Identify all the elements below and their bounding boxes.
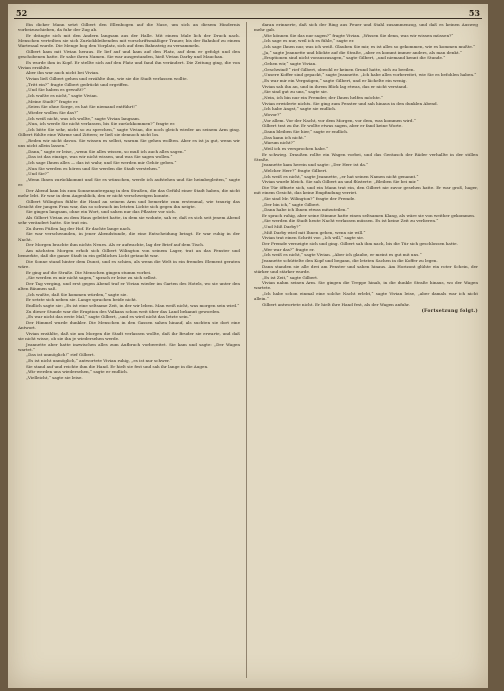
paragraph: Vivian ließ Gilbert gehen und erzählte ihm, wie sie die Stadt verlassen wollte. — [26, 76, 188, 82]
paragraph: Der Himmel wurde dunkler. Die Menschen in den Gassen sahen hinauf, als suchten sie dort eine Antwort. — [18, 319, 240, 331]
paragraph: „Ich wußte es nicht,“ sagte Vivian. — [26, 93, 98, 99]
paragraph: „Dann habe ich Ihnen etwas mitzuteilen.“ — [262, 207, 349, 213]
paragraph: Als Gilbert Vivian zu dem Haus geleitet hatte, in dem sie wohnte, sah er, daß es sich seit jenem Abend sehr verändert hatte. Sie trat ein. — [18, 214, 240, 226]
paragraph: Ein dicker Mann setzt Gilbert den Ellenbogen auf die Nase, um sich an diesem Hindernis vorbeizuschieben, da fuhr der Zug ab. — [18, 22, 240, 33]
paragraph: Endlich sagte sie: „Es ist eine seltsame Zeit, in der wir leben. Man weiß nicht, was morgen sein wird.“ — [26, 302, 240, 308]
paragraph: „Ich habe schon einmal eine solche Nacht erlebt,“ sagte Vivian leise, „aber damals war ich nicht allein.“ — [254, 291, 478, 302]
paragraph: „Sie sind gut zu uns,“ sagte sie. — [262, 89, 328, 95]
paragraph: „Und Miß Darby?“ — [262, 224, 301, 230]
paragraph: Zu dieser Stunde war die Eruption des Vulkans schon weit über das Land bekannt geworden. — [26, 308, 221, 314]
paragraph: „Ich wußte, daß Sie kommen würden,“ sagte sie. — [26, 291, 128, 297]
paragraph: Vivian sah ihn an, und in ihrem Blick lag etwas, das er nicht verstand. — [262, 83, 408, 89]
paragraph: „Vor allem. Vor der Nacht, vor dem Morgen, vor dem, was kommen wird.“ — [262, 117, 416, 123]
column-divider — [246, 22, 247, 678]
paragraph: „Und Sie?“ — [26, 171, 49, 177]
paragraph: „Wieder wollen Sie das?“ — [26, 110, 79, 115]
paragraph: Gilbert antwortete nicht. Er hielt ihre Hand fest, als der Wagen anfuhr. — [262, 301, 410, 307]
paragraph: „Dann,“ sagte er leise, „wenn Sie alles wissen, so muß ich auch alles sagen.“ — [26, 148, 186, 154]
paragraph: „Miß Darby wird mit Ihnen gehen, wenn sie will.“ — [262, 229, 366, 235]
paragraph: Gilbert kam mit Vivian heraus. Er lief auf und kam auf den Platz, auf dem er gefolgt und den geschobenen hatte. Er sahe ihren Namen. Sie war ausgestanden, hieß Vivian Darby und Mauchan. — [18, 48, 240, 59]
paragraph: „Ich habe Angst,“ sagte sie endlich. — [262, 106, 337, 112]
paragraph: „Weil ich es versprochen habe.“ — [262, 145, 329, 151]
paragraph: „Sie werden es mir nicht sagen,“ sprach er leise zu sich selbst. — [26, 275, 157, 281]
paragraph: „Es ist nicht unmöglich,“ antwortete Vivian ruhig, „es ist nur schwer.“ — [26, 358, 172, 364]
paragraph: Er sprach ruhig, aber seine Stimme hatte einen seltsamen Klang, als wäre sie von weither gekommen. — [262, 212, 476, 218]
paragraph: Die Tür öffnete sich, und ein Mann trat ein, den Gilbert nie zuvor gesehen hatte. Er war groß, hager, mit einem Gesicht, das keine Empfindung verriet. — [254, 185, 478, 196]
page-number-left: 52 — [16, 8, 28, 18]
paragraph: Gilbert Wilington fühlte die Hand an seinem Arm und bemerkte zum erstenmal, wie traurig das Gesicht der jungen Frau war, das so schwach im letzten Lichte sich gegen ihn neigte. — [18, 198, 240, 209]
paragraph: Die Sonne stand hinter dem Dunst, und es schien, als wenn die Welt in ein fremdes Element geraten wäre. — [18, 258, 240, 269]
paragraph: Er ging auf die Straße. Die Menschen gingen stumm vorbei. — [26, 269, 152, 275]
paragraph: Es wurde ihm in Kopf. Er stellte sich auf den Platz und fand ihn verändert. Die Zeitung ging, die von Vivian erzählte. — [18, 59, 240, 70]
paragraph: „Es war nicht das erste Mal,“ sagte Gilbert, „und es wird nicht das letzte sein.“ — [26, 314, 192, 320]
paragraph: „Der bin ich,“ sagte Gilbert. — [262, 201, 321, 207]
paragraph: Der Morgen brachte ihm nichts Neues. Als er aufwachte, lag der Brief auf dem Tisch. — [26, 242, 205, 248]
paragraph: „Welcher Herr?“ fragte Gilbert. — [262, 168, 328, 174]
paragraph: Der Fremde verneigte sich und ging. Gilbert sah ihm nach, bis die Tür sich geschlossen hatte. — [262, 241, 458, 247]
paragraph: „Tritt ein?“ fragte Gilbert gedrückt und ergriffen. — [26, 81, 129, 87]
paragraph: Zu ihren Füßen lag der Hof. Er dachte lange nach. — [26, 225, 132, 231]
paragraph: „Wenn Ihnen zurückkommt und Sie es wünschen, werde ich aufstehen und Sie heimbegleiten,“ sagte er. — [18, 176, 240, 188]
paragraph: Vivian trat einen Schritt vor. „Ich will,“ sagte sie. — [262, 235, 365, 241]
paragraph: Der Tag verging, und erst gegen Abend traf er Vivian wieder im Garten des Hotels, wo sie unter den alten Bäumen saß. — [18, 280, 240, 291]
paragraph: „Reden wir nicht davon. Sie wissen es selbst, warum Sie gehen wollten. Aber es ist ja gut, wenn wir uns nicht allein lassen.“ — [18, 137, 240, 148]
header-rule — [14, 18, 482, 19]
paragraph: „Das kann ich nicht.“ — [262, 134, 307, 140]
paragraph: Sie war verschwunden, in jener Abendstunde, die eine Entscheidung bringt. Er war ruhig in der Nacht. — [18, 231, 240, 242]
paragraph: „Eruptionen sind nicht vorauszusagen,“ sagte Gilbert, „und niemand kennt die Stunde.“ — [262, 55, 446, 61]
paragraph: Er drängte sich mit den Andern langsam aus der Halle. Mit einem Male lich der Druck nach. Menschen verteilten sie sich Zurückbleibenden mit vorschriftsmäßiger Trauer, bis der Bahnhof zu einem Wartesaal wurde. Die Menge bog den Vorplatz, sich auf dem Bahnsteig zu versammeln. — [18, 32, 240, 49]
paragraph: „Unsere Koffer sind gepackt,“ sagte Jeannette. „Ich habe alles vorbereitet, wie Sie es befohlen haben.“ — [262, 72, 477, 78]
paragraph: Er schwieg. Draußen rollte ein Wagen vorbei, und das Geräusch der Räder verhallte in der stillen Straße. — [254, 151, 478, 162]
paragraph: „Meine Stadt?“ fragte er. — [26, 98, 79, 104]
paragraph: Er setzte sich neben sie. Lange sprachen beide nicht. — [26, 297, 138, 303]
text-column-right — [254, 22, 478, 678]
paragraph: Vivian erzählte, daß sie am Morgen die Stadt verlassen wollte, daß ihr Bruder sie erwarte, und daß sie nicht wisse, ob sie ihn je wiedersehen werde. — [18, 330, 240, 341]
paragraph: „Und Sie haben es gewußt?“ — [26, 87, 86, 93]
paragraph: Vivian erwiderte nichts. Sie ging zum Fenster und sah hinaus in den dunklen Abend. — [262, 100, 438, 106]
paragraph: Dann standen sie alle drei am Fenster und sahen hinaus. Am Horizont glühte ein roter Schein, der stärker und stärker wurde. — [254, 263, 478, 274]
paragraph: „Warum nicht?“ — [262, 140, 295, 146]
paragraph: „Ich weiß es nicht,“ sagte Jeannette, „er hat seinen Namen nicht genannt.“ — [262, 173, 419, 179]
paragraph: „Wer war das?“ fragte er. — [262, 246, 315, 252]
paragraph: Sie stand auf und reichte ihm die Hand. Er hielt sie fest und sah ihr lange in die Augen. — [26, 363, 209, 369]
paragraph: daran erinnerte, daß sich der Ring aus Feuer und Stahl zusammenzog, und daß es keinen Ausweg mehr gab. — [254, 22, 478, 33]
paragraph: „Ich sage Ihnen alles — das ist wahr, und Sie werden mir Gehör geben.“ — [26, 159, 177, 165]
paragraph: „Sie werden die Stadt heute Nacht verlassen müssen. Es ist keine Zeit zu verlieren.“ — [262, 218, 439, 224]
paragraph: „Seien Sie ohne Sorge, es hat Sie niemand entführt!“ — [26, 104, 137, 110]
paragraph: „Ich sage Ihnen nur, was ich weiß. Glauben Sie mir, es ist alles so gekommen, wie es kommen mußte.“ — [262, 44, 476, 50]
paragraph: „Geschwind!“ rief Gilbert, obwohl er keinen Grund hatte, sich zu beeilen. — [262, 66, 415, 72]
newspaper-page — [8, 4, 488, 688]
paragraph: Der Abend kam bis zum Sonnenuntergang in den Straßen, die das Gefühl einer Stadt haben, die nicht mehr lebt. Er war in dem Augenblick, den er nicht verschweigen konnte. — [18, 187, 240, 198]
paragraph: „Vielleicht,“ sagte sie leise. — [26, 375, 83, 380]
paragraph: Jeannette aber hatte inzwischen alles zum Aufbruch vorbereitet. Sie kam und sagte: „Der Wagen wartet.“ — [18, 341, 240, 352]
paragraph: „Wovor?“ — [262, 112, 282, 117]
paragraph: Jeannette kam herein und sagte: „Der Herr ist da.“ — [262, 162, 369, 168]
paragraph: „Gehen wir,“ sagte Vivian. — [262, 61, 317, 67]
continuation-note: (Fortsetzung folgt.) — [421, 308, 478, 314]
paragraph: „Ja,“ sagte Jeannette und blickte auf die Straße, „aber es kommt immer anders, als man denkt.“ — [262, 49, 462, 55]
paragraph: Sie gingen langsam, ohne ein Wort, und sahen nur das Pflaster vor sich. — [26, 209, 176, 215]
paragraph: Aber ihn war auch nicht bei Vivian. — [26, 70, 100, 76]
paragraph: „Es ist Zeit,“ sagte Gilbert. — [262, 274, 319, 280]
paragraph: „Dann bleiben Sie hier,“ sagte er endlich. — [262, 128, 349, 134]
paragraph: „Es war mir ein Vergnügen,“ sagte Gilbert, und er lächelte ein wenig. — [262, 78, 407, 84]
paragraph: „Nun Sie werden es hören und Sie werden die Stadt verstehen.“ — [26, 165, 161, 171]
paragraph: „Das ist das einzige, was wir nicht wissen, und was Sie sagen wollen.“ — [26, 154, 173, 160]
paragraph: „Ich sage es nur, weil ich es fühle,“ sagte er. — [262, 38, 355, 44]
paragraph: „Nein, ich bin nur ein Fremder, der Ihnen helfen möchte.“ — [262, 95, 384, 101]
paragraph: Jeannette schüttelte den Kopf und begann, die letzten Sachen in die Koffer zu legen. — [262, 258, 438, 264]
text-column-left — [18, 22, 240, 678]
paragraph: Gilbert trat zu ihr. Er wollte etwas sagen, aber er fand keine Worte. — [262, 123, 403, 129]
paragraph: „Nun, ich werde Sie nicht verlassen, bis Sie zurückkommen?“ fragte er. — [26, 121, 176, 127]
paragraph: Am nächsten Morgen erhob sich Gilbert Wilington von seinem Lager, trat an das Fenster und bemerkte, daß die ganze Stadt in ein gelbliches Licht getaucht war. — [18, 247, 240, 259]
page-number-right: 53 — [468, 8, 480, 18]
paragraph: „Ich weiß nicht, was ich wollte,“ sagte Vivian langsam. — [26, 115, 141, 121]
paragraph: Vivian nahm seinen Arm. Sie gingen die Treppe hinab, in die dunkle Straße hinaus, wo der Wagen wartete. — [254, 280, 478, 291]
paragraph: „Das ist unmöglich!“ rief Gilbert. — [26, 352, 95, 358]
paragraph: „Wie können Sie das nur sagen?“ fragte Vivian. „Wissen Sie denn, was wir wissen müssen?“ — [262, 32, 454, 38]
paragraph: „Ich bitte Sie sehr, nicht so zu sprechen,“ sagte Vivian, die noch gleich wieder an seinem Arm ging. Gilbert fühlte eine Wärme und Zittern; er ließ sie dennoch nicht los. — [18, 126, 240, 138]
paragraph: „Ich weiß es nicht,“ sagte Vivian. „Aber ich glaube, er meint es gut mit uns.“ — [262, 252, 422, 258]
paragraph: „Wir werden uns wiedersehen,“ sagte er endlich. — [26, 369, 129, 375]
paragraph: Vivian wurde bleich. Sie sah Gilbert an und flüsterte: „Bleiben Sie bei mir.“ — [262, 179, 419, 185]
paragraph: „Sie sind Mr. Wilington?“ fragte der Fremde. — [262, 195, 356, 201]
